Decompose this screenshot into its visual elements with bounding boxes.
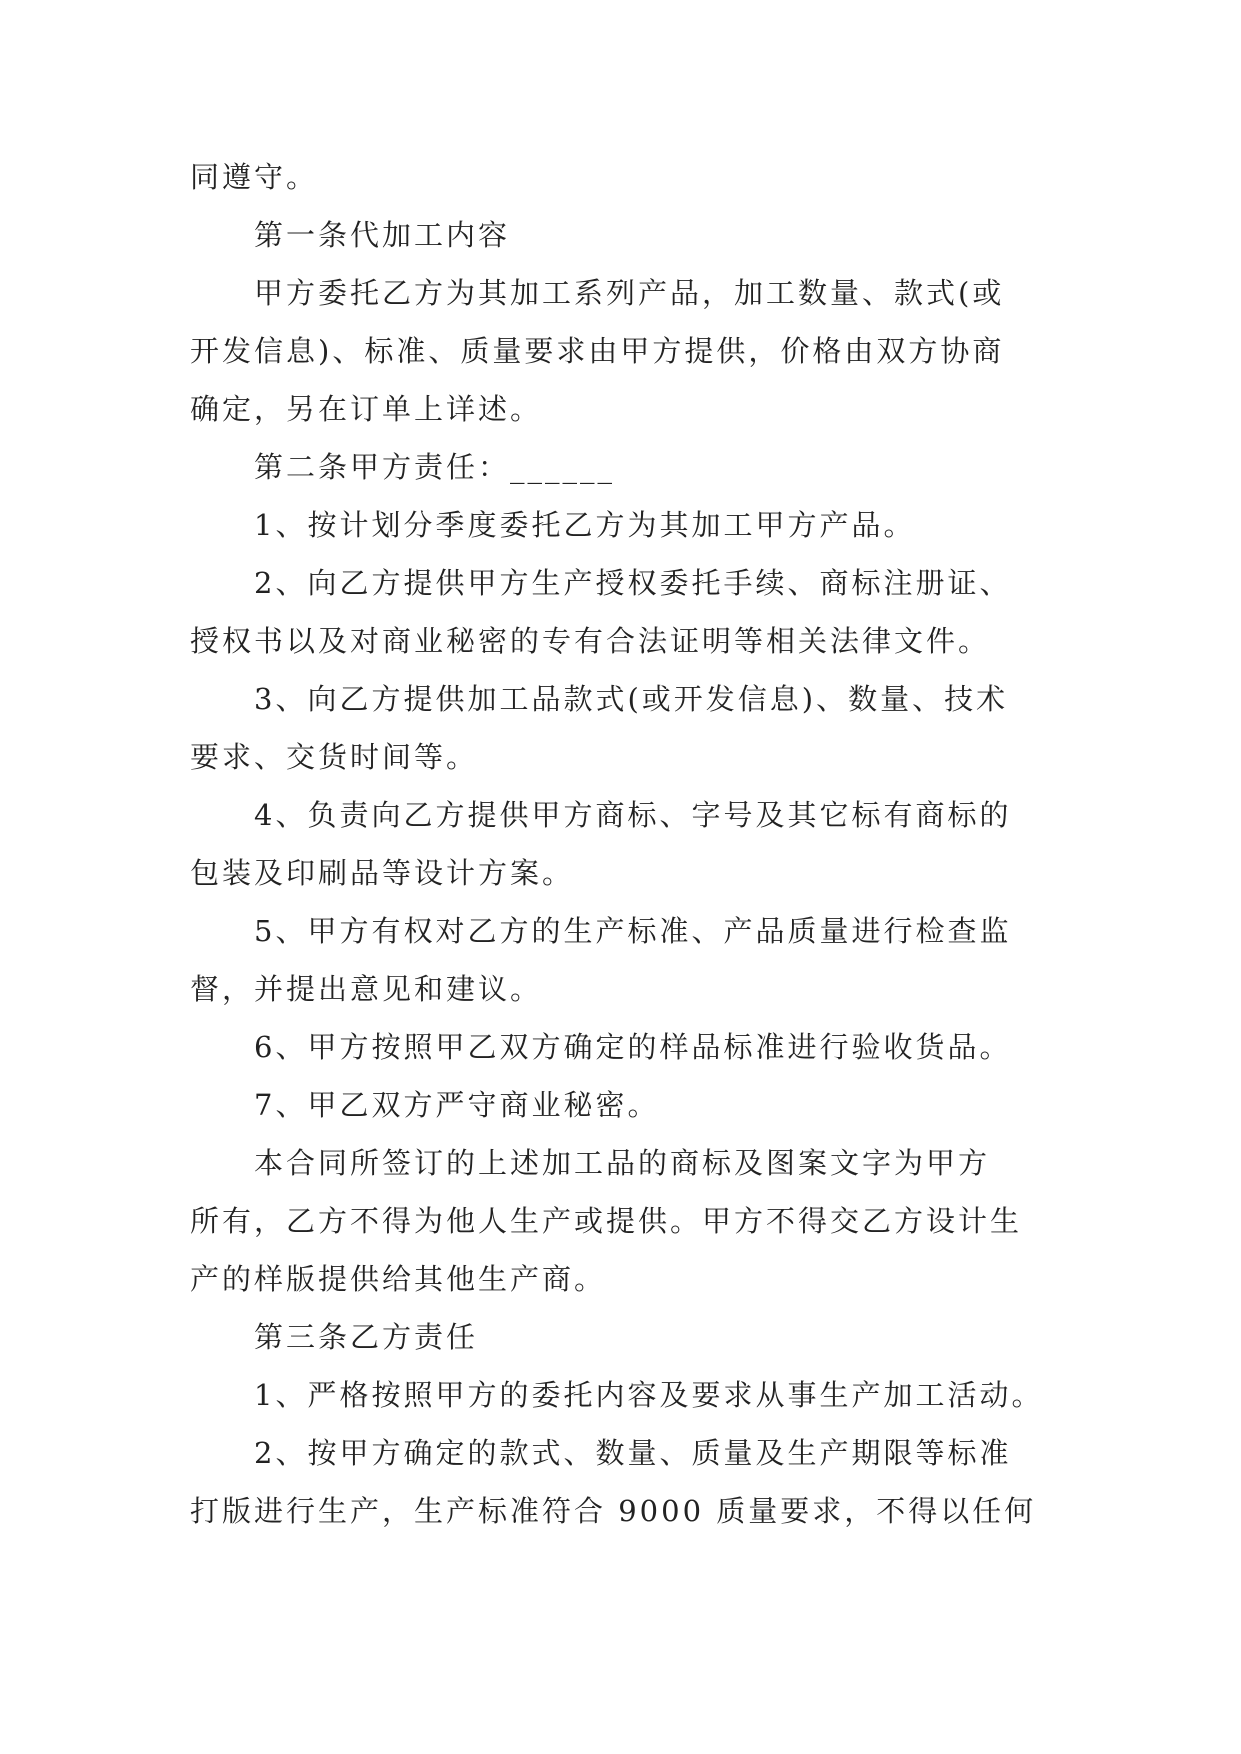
text-line: 要求、交货时间等。 xyxy=(190,740,479,774)
section-heading: 第二条甲方责任：______ xyxy=(254,450,616,484)
text-line: 确定，另在订单上详述。 xyxy=(190,392,543,426)
text-line: 打版进行生产，生产标准符合 9000 质量要求，不得以任何 xyxy=(190,1494,1037,1528)
list-item: 6、甲方按照甲乙双方确定的样品标准进行验收货品。 xyxy=(254,1030,1012,1064)
text-line: 本合同所签订的上述加工品的商标及图案文字为甲方 xyxy=(254,1146,991,1180)
list-item: 3、向乙方提供加工品款式(或开发信息)、数量、技术 xyxy=(254,682,1009,716)
text-line: 包装及印刷品等设计方案。 xyxy=(190,856,575,890)
list-item: 4、负责向乙方提供甲方商标、字号及其它标有商标的 xyxy=(254,798,1012,832)
text-line: 开发信息)、标准、质量要求由甲方提供，价格由双方协商 xyxy=(190,334,1005,368)
text-line: 督，并提出意见和建议。 xyxy=(190,972,543,1006)
text-line: 甲方委托乙方为其加工系列产品，加工数量、款式(或 xyxy=(254,276,1005,310)
list-item: 2、按甲方确定的款式、数量、质量及生产期限等标准 xyxy=(254,1436,1012,1470)
list-item: 2、向乙方提供甲方生产授权委托手续、商标注册证、 xyxy=(254,566,1012,600)
list-item: 5、甲方有权对乙方的生产标准、产品质量进行检查监 xyxy=(254,914,1012,948)
section-heading: 第三条乙方责任 xyxy=(254,1320,479,1354)
text-line: 所有，乙方不得为他人生产或提供。甲方不得交乙方设计生 xyxy=(190,1204,1023,1238)
list-item: 1、按计划分季度委托乙方为其加工甲方产品。 xyxy=(254,508,916,542)
section-heading: 第一条代加工内容 xyxy=(254,218,511,252)
list-item: 7、甲乙双方严守商业秘密。 xyxy=(254,1088,660,1122)
text-line: 同遵守。 xyxy=(190,160,319,194)
list-item: 1、严格按照甲方的委托内容及要求从事生产加工活动。 xyxy=(254,1378,1044,1412)
document-body xyxy=(190,148,1050,1540)
text-line: 授权书以及对商业秘密的专有合法证明等相关法律文件。 xyxy=(190,624,991,658)
text-line: 产的样版提供给其他生产商。 xyxy=(190,1262,607,1296)
